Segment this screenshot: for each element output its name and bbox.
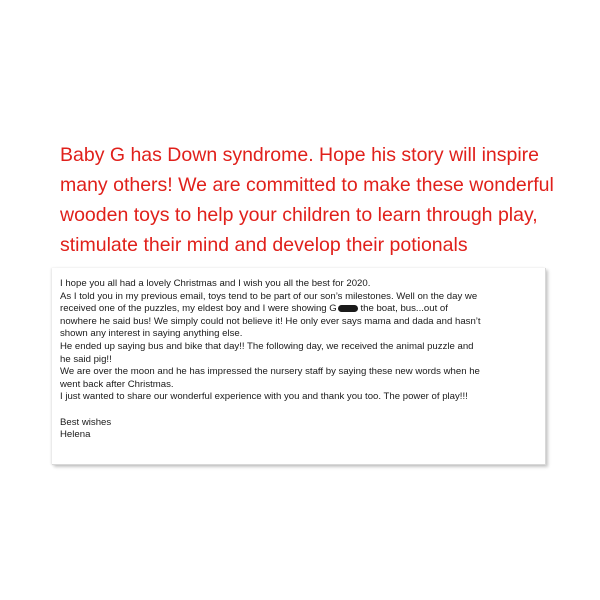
email-screenshot bbox=[52, 268, 546, 465]
email-line: He ended up saying bus and bike that day!! The following day, we received the animal puzzle and bbox=[60, 340, 474, 352]
email-line: nowhere he said bus! We simply could not believe it! He only ever says mama and dada and hasn’t bbox=[60, 315, 481, 327]
headline-text bbox=[60, 140, 590, 260]
email-body bbox=[60, 278, 545, 442]
headline-line: wooden toys to help your children to learn through play, bbox=[60, 204, 538, 226]
email-line: shown any interest in saying anything else. bbox=[60, 328, 243, 340]
email-signature: Helena bbox=[60, 429, 91, 441]
email-text: received one of the puzzles, my eldest boy and I were showing G bbox=[60, 303, 337, 315]
headline-line: stimulate their mind and develop their potionals bbox=[60, 234, 468, 256]
email-line: I hope you all had a lovely Christmas and I wish you all the best for 2020. bbox=[60, 278, 371, 289]
email-signoff: Best wishes bbox=[60, 416, 112, 428]
email-line: I just wanted to share our wonderful experience with you and thank you too. The power of play!!! bbox=[60, 391, 468, 403]
email-text: the boat, bus...out of bbox=[357, 303, 448, 315]
redaction-mark bbox=[338, 305, 358, 312]
headline-line: Baby G has Down syndrome. Hope his story will inspire bbox=[60, 144, 540, 166]
headline-line: many others! We are committed to make these wonderful bbox=[60, 174, 554, 196]
email-line: he said pig!! bbox=[60, 353, 112, 365]
email-line: We are over the moon and he has impressed the nursery staff by saying these new words when he bbox=[60, 366, 480, 378]
email-line bbox=[60, 303, 545, 316]
email-line: went back after Christmas. bbox=[60, 378, 174, 390]
email-line: As I told you in my previous email, toys tend to be part of our son’s milestones. Well on the day we bbox=[60, 290, 478, 302]
blank-line bbox=[60, 404, 545, 417]
